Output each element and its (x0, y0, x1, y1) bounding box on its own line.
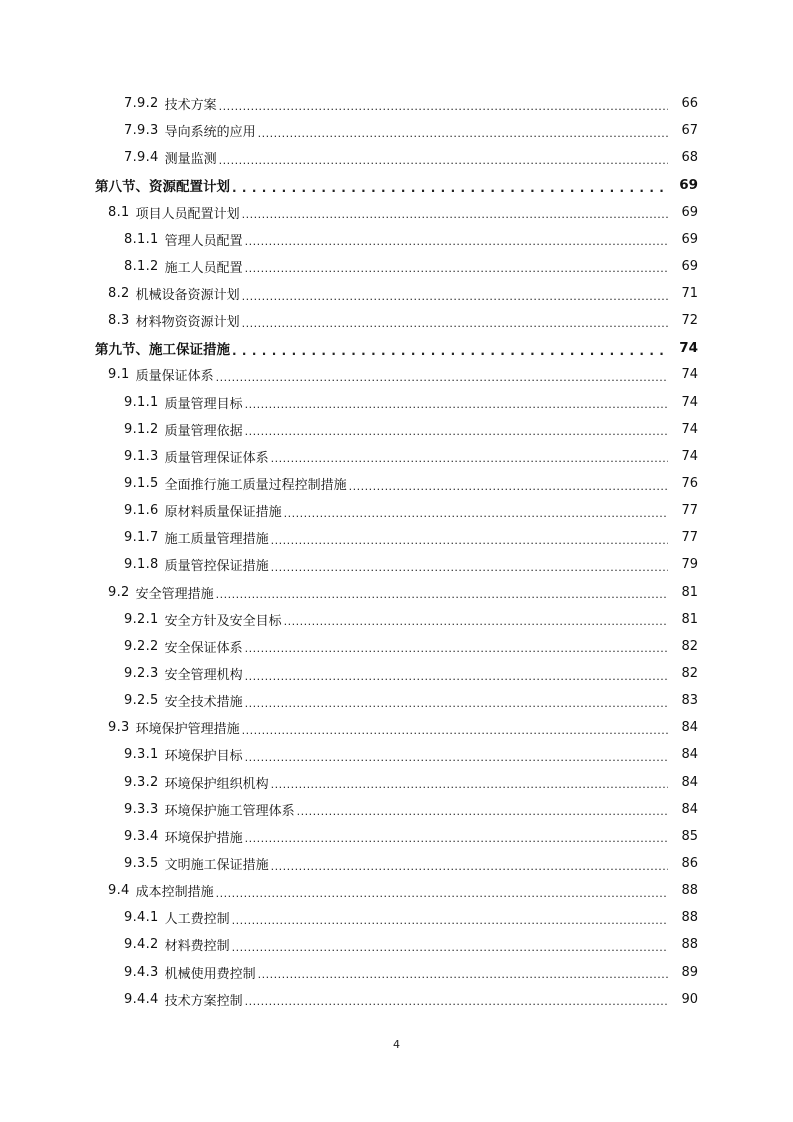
toc-dot-leader (242, 316, 668, 330)
toc-entry-number: 9.1.6 (124, 503, 159, 519)
toc-item-entry[interactable] (0, 850, 793, 877)
toc-item-entry[interactable] (0, 253, 793, 280)
toc-dot-leader (271, 859, 668, 873)
toc-dot-leader (245, 424, 668, 438)
toc-subsection-entry[interactable] (0, 280, 793, 307)
toc-subsection-entry[interactable] (0, 199, 793, 226)
toc-item-entry[interactable] (0, 796, 793, 823)
toc-entry-number: 9.4 (108, 883, 130, 899)
toc-dot-leader (245, 397, 668, 411)
toc-entry-number: 9.4.1 (124, 910, 159, 926)
toc-dot-leader (232, 343, 668, 357)
toc-item-entry[interactable] (0, 117, 793, 144)
toc-entry-title: 第九节、施工保证措施 (95, 341, 230, 358)
toc-entry-page: 67 (681, 123, 698, 139)
toc-entry-number: 8.1.2 (124, 258, 159, 274)
toc-entry-title: 技术方案 (164, 98, 217, 114)
toc-entry-title: 环境保护组织机构 (164, 776, 269, 792)
toc-entry-page: 84 (681, 720, 698, 736)
toc-dot-leader (219, 99, 668, 113)
toc-entry-number: 9.1.3 (124, 448, 159, 464)
toc-entry-page: 86 (681, 856, 698, 871)
toc-entry-page: 81 (681, 611, 698, 627)
toc-entry-title: 第八节、资源配置计划 (95, 178, 230, 195)
toc-item-entry[interactable] (0, 606, 793, 633)
toc-entry-number: 8.3 (108, 313, 130, 329)
toc-entry-number: 9.2.5 (124, 693, 159, 709)
toc-dot-leader (242, 723, 668, 737)
toc-entry-page: 69 (681, 231, 698, 247)
toc-entry-title: 安全管理机构 (164, 668, 243, 684)
toc-item-entry[interactable] (0, 687, 793, 714)
toc-entry-page: 79 (681, 557, 698, 573)
toc-entry-number: 7.9.2 (124, 96, 159, 112)
toc-entry-title: 安全技术措施 (164, 695, 243, 711)
toc-entry-number: 9.1.8 (124, 557, 159, 573)
toc-entry-number: 9.2.1 (124, 611, 159, 627)
toc-entry-title: 质量保证体系 (135, 369, 214, 385)
toc-dot-leader (284, 506, 668, 520)
toc-entry-page: 85 (681, 828, 698, 844)
toc-entry-page: 74 (681, 421, 698, 437)
toc-dot-leader (271, 560, 668, 574)
toc-entry-title: 环境保护管理措施 (135, 722, 240, 738)
toc-item-entry[interactable] (0, 90, 793, 117)
toc-entry-number: 7.9.3 (124, 123, 159, 139)
toc-entry-title: 测量监测 (164, 152, 217, 168)
toc-entry-page: 68 (681, 150, 698, 166)
toc-entry-page: 76 (681, 476, 698, 492)
toc-item-entry[interactable] (0, 226, 793, 253)
toc-entry-number: 9.2.3 (124, 666, 159, 682)
toc-entry-page: 88 (681, 883, 698, 899)
toc-item-entry[interactable] (0, 470, 793, 497)
toc-entry-number: 9.3.5 (124, 856, 159, 871)
toc-entry-title: 施工质量管理措施 (164, 532, 269, 548)
toc-item-entry[interactable] (0, 931, 793, 958)
toc-entry-page: 74 (679, 339, 698, 356)
toc-item-entry[interactable] (0, 144, 793, 171)
toc-item-entry[interactable] (0, 769, 793, 796)
toc-entry-number: 9.1 (108, 367, 130, 383)
toc-entry-number: 9.3.1 (124, 747, 159, 763)
toc-entry-number: 8.1 (108, 204, 130, 220)
toc-dot-leader (245, 750, 668, 764)
toc-dot-leader (258, 967, 668, 981)
toc-section-entry[interactable] (0, 171, 793, 198)
toc-entry-number: 9.1.5 (124, 476, 159, 492)
toc-entry-title: 环境保护措施 (164, 830, 243, 846)
toc-item-entry[interactable] (0, 443, 793, 470)
toc-dot-leader (245, 831, 668, 845)
toc-entry-page: 77 (681, 503, 698, 519)
toc-item-entry[interactable] (0, 660, 793, 687)
toc-dot-leader (245, 641, 668, 655)
toc-entry-title: 原材料质量保证措施 (164, 505, 282, 521)
toc-item-entry[interactable] (0, 904, 793, 931)
toc-entry-number: 7.9.4 (124, 150, 159, 166)
toc-entry-title: 材料物资资源计划 (135, 315, 240, 331)
toc-dot-leader (219, 153, 668, 167)
toc-entry-number: 9.1.1 (124, 394, 159, 410)
toc-entry-page: 84 (681, 774, 698, 790)
toc-dot-leader (297, 804, 668, 818)
toc-entry-title: 环境保护施工管理体系 (164, 803, 295, 819)
toc-entry-number: 9.2.2 (124, 638, 159, 654)
toc-entry-title: 质量管理目标 (164, 396, 243, 412)
toc-entry-page: 82 (681, 638, 698, 654)
toc-entry-number: 8.2 (108, 286, 130, 302)
toc-subsection-entry[interactable] (0, 307, 793, 334)
toc-entry-page: 69 (681, 204, 698, 220)
toc-dot-leader (245, 234, 668, 248)
toc-entry-title: 安全管理措施 (135, 586, 214, 602)
toc-entry-page: 89 (681, 964, 698, 980)
toc-entry-page: 77 (681, 530, 698, 546)
toc-dot-leader (216, 587, 668, 601)
toc-entry-page: 69 (679, 176, 698, 193)
toc-entry-number: 9.4.2 (124, 937, 159, 953)
toc-entry-title: 环境保护目标 (164, 749, 243, 765)
toc-item-entry[interactable] (0, 389, 793, 416)
toc-subsection-entry[interactable] (0, 579, 793, 606)
toc-entry-number: 9.3.2 (124, 774, 159, 790)
toc-entry-page: 82 (681, 666, 698, 682)
toc-entry-title: 质量管控保证措施 (164, 559, 269, 575)
toc-entry-page: 71 (681, 286, 698, 302)
toc-subsection-entry[interactable] (0, 714, 793, 741)
toc-section-entry[interactable] (0, 334, 793, 361)
toc-dot-leader (232, 940, 668, 954)
toc-entry-page: 88 (681, 910, 698, 926)
toc-entry-page: 90 (681, 991, 698, 1007)
toc-dot-leader (245, 696, 668, 710)
toc-dot-leader (271, 451, 668, 465)
page-number: 4 (393, 1038, 400, 1051)
toc-dot-leader (232, 913, 668, 927)
toc-entry-title: 安全方针及安全目标 (164, 613, 282, 629)
toc-subsection-entry[interactable] (0, 361, 793, 388)
toc-dot-leader (284, 614, 668, 628)
toc-dot-leader (216, 886, 668, 900)
toc-item-entry[interactable] (0, 524, 793, 551)
toc-entry-page: 83 (681, 693, 698, 709)
toc-entry-title: 安全保证体系 (164, 640, 243, 656)
toc-entry-page: 74 (681, 367, 698, 383)
toc-dot-leader (245, 669, 668, 683)
toc-entry-title: 导向系统的应用 (164, 125, 256, 141)
toc-entry-number: 9.3.3 (124, 801, 159, 817)
toc-entry-title: 人工费控制 (164, 912, 230, 928)
toc-entry-title: 技术方案控制 (164, 993, 243, 1009)
toc-item-entry[interactable] (0, 986, 793, 1013)
toc-entry-number: 9.1.2 (124, 421, 159, 437)
toc-entry-title: 文明施工保证措施 (164, 858, 269, 873)
toc-entry-number: 9.3 (108, 720, 130, 736)
toc-entry-title: 项目人员配置计划 (135, 206, 240, 222)
toc-item-entry[interactable] (0, 823, 793, 850)
toc-entry-number: 9.4.3 (124, 964, 159, 980)
toc-dot-leader (242, 207, 668, 221)
toc-entry-page: 88 (681, 937, 698, 953)
toc-entry-title: 管理人员配置 (164, 233, 243, 249)
toc-dot-leader (232, 180, 668, 194)
toc-dot-leader (349, 479, 668, 493)
toc-item-entry[interactable] (0, 551, 793, 578)
toc-entry-title: 材料费控制 (164, 939, 230, 955)
toc-entry-number: 9.2 (108, 584, 130, 600)
toc-dot-leader (271, 533, 668, 547)
toc-entry-title: 机械设备资源计划 (135, 288, 240, 304)
toc-entry-number: 8.1.1 (124, 231, 159, 247)
toc-dot-leader (258, 126, 668, 140)
toc-entry-title: 质量管理保证体系 (164, 450, 269, 466)
toc-item-entry[interactable] (0, 633, 793, 660)
toc-dot-leader (245, 261, 668, 275)
toc-entry-title: 施工人员配置 (164, 260, 243, 276)
toc-entry-page: 72 (681, 313, 698, 329)
toc-item-entry[interactable] (0, 497, 793, 524)
toc-entry-title: 机械使用费控制 (164, 966, 256, 982)
toc-entry-page: 74 (681, 448, 698, 464)
toc-entry-page: 84 (681, 747, 698, 763)
toc-entry-title: 全面推行施工质量过程控制措施 (164, 478, 347, 494)
toc-entry-page: 69 (681, 258, 698, 274)
toc-entry-number: 9.4.4 (124, 991, 159, 1007)
toc-item-entry[interactable] (0, 741, 793, 768)
toc-dot-leader (245, 994, 668, 1008)
toc-dot-leader (216, 370, 668, 384)
toc-entry-page: 84 (681, 801, 698, 817)
toc-item-entry[interactable] (0, 959, 793, 986)
toc-entry-page: 66 (681, 96, 698, 112)
table-of-contents (0, 90, 793, 1013)
toc-entry-number: 9.1.7 (124, 530, 159, 546)
toc-dot-leader (242, 289, 668, 303)
toc-subsection-entry[interactable] (0, 877, 793, 904)
toc-dot-leader (271, 777, 668, 791)
toc-entry-title: 成本控制措施 (135, 885, 214, 901)
toc-entry-page: 74 (681, 394, 698, 410)
toc-item-entry[interactable] (0, 416, 793, 443)
toc-entry-number: 9.3.4 (124, 828, 159, 844)
toc-entry-title: 质量管理依据 (164, 423, 243, 439)
toc-entry-page: 81 (681, 584, 698, 600)
